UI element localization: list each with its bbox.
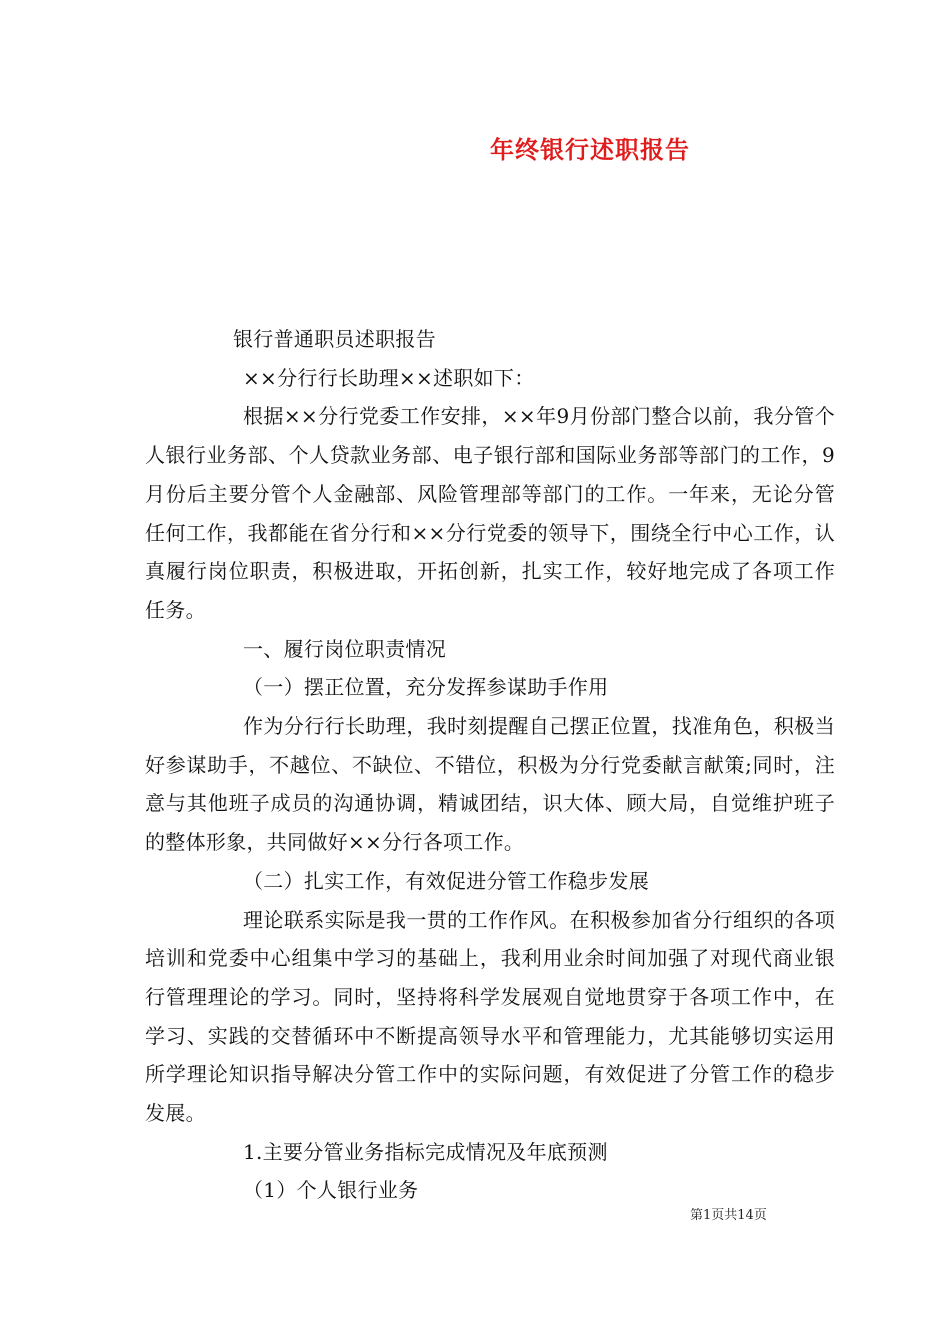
document-body	[145, 320, 835, 1210]
subsection-heading: （二）扎实工作，有效促进分管工作稳步发展	[243, 868, 649, 893]
paragraph: 银行普通职员述职报告	[233, 327, 436, 351]
paragraph: ××分行行长助理××述职如下：	[243, 365, 535, 390]
item-heading: 1.主要分管业务指标完成情况及年底预测	[243, 1139, 608, 1164]
document-title: 年终银行述职报告	[490, 135, 690, 164]
subsection-heading: （一）摆正位置，充分发挥参谋助手作用	[243, 675, 609, 700]
section-heading: 一、履行岗位职责情况	[243, 636, 446, 661]
paragraph: 理论联系实际是我一贯的工作作风。在积极参加省分行组织的各项培训和党委中心组集中学习的基础上，我利用业余时间加强了对现代商业银行管理理论的学习。同时，坚持将科学发展观自觉地贯穿于各项工作中，在学习、实践的交替循环中不断提高领导水平和管理能力，尤其能够切实运用所学理论知识指导解决分管工作中的实际问题，有效促进了分管工作的稳步发展。	[145, 907, 835, 1126]
paragraph: 根据××分行党委工作安排，××年9月份部门整合以前，我分管个人银行业务部、个人贷款业务部、电子银行部和国际业务部等部门的工作，9月份后主要分管个人金融部、风险管理部等部门的工作。一年来，无论分管任何工作，我都能在省分行和××分行党委的领导下，围绕全行中心工作，认真履行岗位职责，积极进取，开拓创新，扎实工作，较好地完成了各项工作任务。	[145, 404, 835, 622]
item-heading: （1）个人银行业务	[243, 1178, 419, 1203]
page-number: 第1页共14页	[690, 1208, 767, 1223]
paragraph: 作为分行行长助理，我时刻提醒自己摆正位置，找准角色，积极当好参谋助手，不越位、不缺位、不错位，积极为分行党委献言献策;同时，注意与其他班子成员的沟通协调，精诚团结，识大体、顾大局，自觉维护班子的整体形象，共同做好××分行各项工作。	[145, 714, 835, 855]
